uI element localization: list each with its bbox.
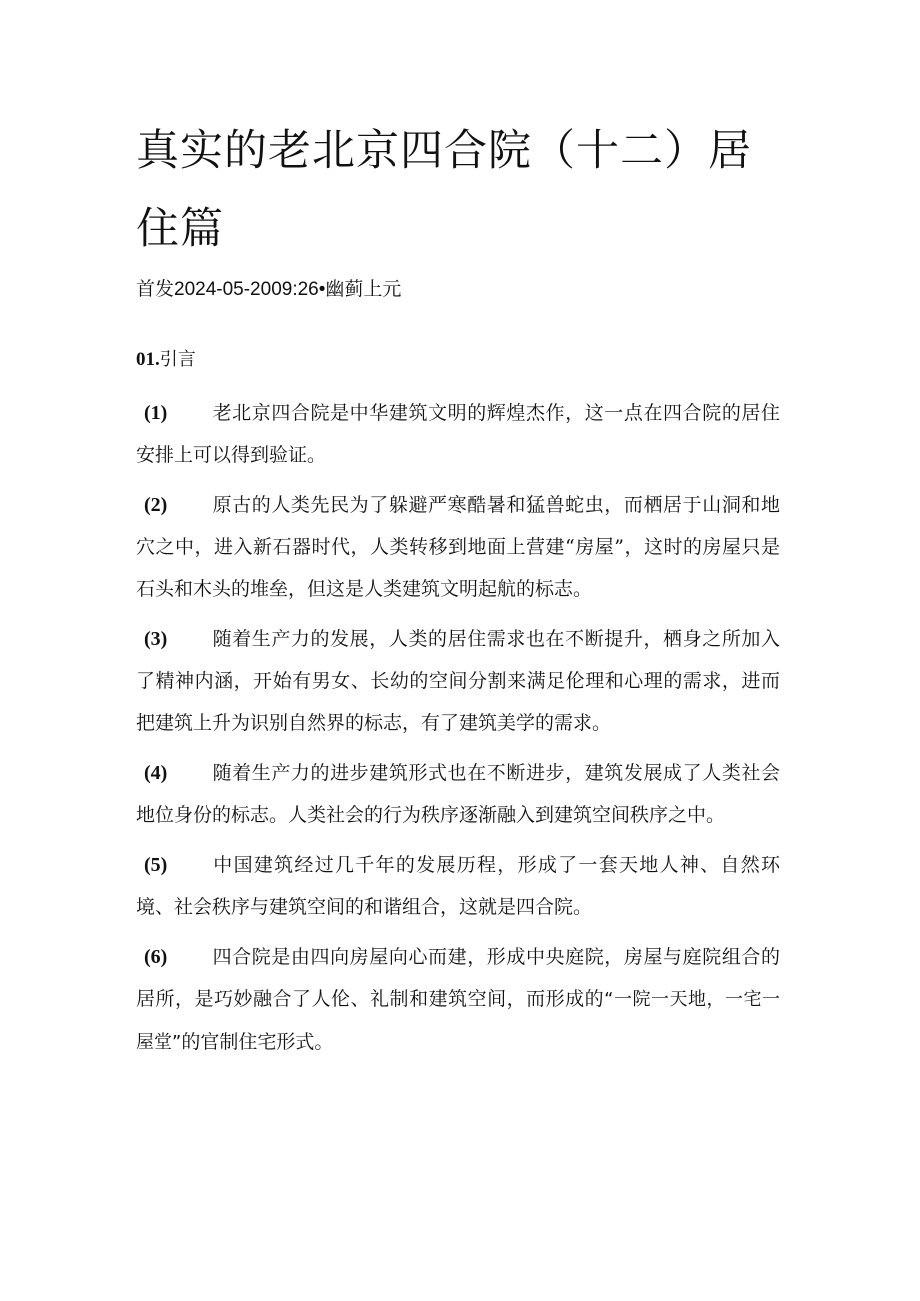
article-meta: 首发2024-05-2009:26•幽蓟上元 <box>136 279 402 300</box>
paragraph-index: (3) <box>144 628 168 650</box>
paragraph-index: (6) <box>144 946 168 968</box>
paragraph-2 <box>136 484 780 610</box>
paragraph-tail: 的官制住宅形式。 <box>181 1031 334 1053</box>
paragraph-text: 中国建筑经过几千年的发展历程，形成了一套天地人神、自然环境、社会秩序与建筑空间的和谐组合，这就是四合院。 <box>136 854 780 918</box>
section-number: 01. <box>136 349 160 370</box>
paragraph-text: 随着生产力的发展，人类的居住需求也在不断提升，栖身之所加入了精神内涵，开始有男女、长幼的空间分割来满足伦理和心理的需求，进而把建筑上升为识别自然界的标志，有了建筑美学的需求。 <box>136 628 780 734</box>
paragraph-5 <box>136 844 780 928</box>
section-heading <box>136 346 196 374</box>
paragraph-text: 随着生产力的进步建筑形式也在不断进步，建筑发展成了人类社会地位身份的标志。人类社会的行为秩序逐渐融入到建筑空间秩序之中。 <box>136 762 780 826</box>
section-label: 引言 <box>159 349 196 370</box>
paragraph-index: (1) <box>144 402 168 424</box>
paragraph-text: 原古的人类先民为了躲避严寒酷暑和猛兽蛇虫，而栖居于山洞和地穴之中，进入新石器时代，人类转移到地面上营建“房屋”，这时的房屋只是石头和木头的堆垒，但这是人类建筑文明起航的标志。 <box>136 494 780 600</box>
paragraph-text: 四合院是由四向房屋向心而建，形成中央庭院，房屋与庭院组合的居所，是巧妙融合了人伦、礼制和建筑空间，而形成的 <box>136 946 780 1010</box>
article-title: 真实的老北京四合院（十二）居住篇 <box>136 126 752 254</box>
article-body <box>136 392 780 1072</box>
paragraph-quote: “一院一天地，一宅一屋堂” <box>136 989 780 1053</box>
paragraph-index: (5) <box>144 854 168 876</box>
paragraph-1 <box>136 392 780 476</box>
paragraph-4 <box>136 752 780 836</box>
paragraph-text: 老北京四合院是中华建筑文明的辉煌杰作，这一点在四合院的居住安排上可以得到验证。 <box>136 402 780 466</box>
paragraph-index: (4) <box>144 762 168 784</box>
paragraph-index: (2) <box>144 494 168 516</box>
paragraph-6 <box>136 936 780 1064</box>
paragraph-3 <box>136 618 780 744</box>
